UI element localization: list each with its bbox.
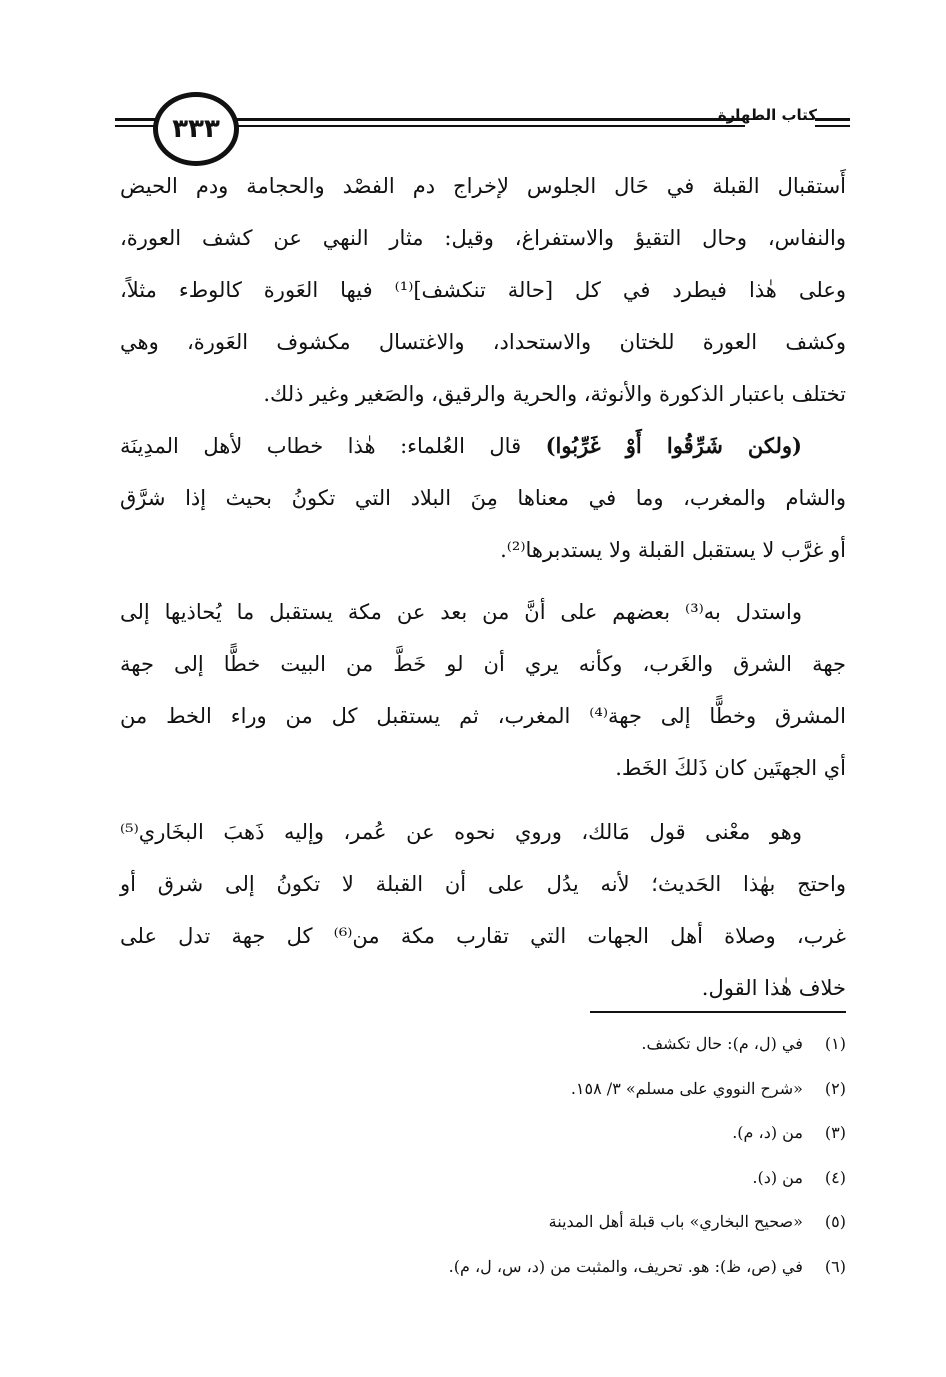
page-number: ٣٣٣ — [153, 92, 239, 166]
footnotes — [120, 1022, 846, 1289]
text-line: أي الجهتَين كان ذَلكَ الخَط. — [615, 756, 846, 780]
footnote-text: في (ص، ظ): هو. تحريف، والمثبت من (د، س، ل، م). — [448, 1256, 803, 1276]
text-segment: قال العُلماء: هٰذا خطاب لأهل المدِينَة — [120, 434, 546, 458]
paragraph — [120, 586, 846, 794]
footnote-number: (١) — [824, 1034, 846, 1053]
footnote — [120, 1156, 846, 1201]
footnote-text: «شرح النووي على مسلم» ٣/ ١٥٨. — [570, 1078, 803, 1098]
footnote — [120, 1200, 846, 1245]
footnote — [120, 1022, 846, 1067]
text-line: جهة الشرق والغَرب، وكأنه يري أن لو خَطَّ من البيت خطًّا إلى جهة — [120, 652, 846, 676]
footnote-number: (٥) — [824, 1212, 846, 1231]
text-line: وكشف العورة للختان والاستحداد، والاغتسال مكشوف العَورة، وهي — [120, 330, 846, 354]
text-line: واحتج بهٰذا الحَديث؛ لأنه يدُل على أن القبلة لا تكونُ إلى شرق أو — [120, 872, 846, 896]
header-rule — [220, 118, 745, 121]
footnote-number: (٦) — [824, 1256, 846, 1276]
footnote-number: (٤) — [824, 1167, 846, 1187]
footnote — [120, 1067, 846, 1112]
footnote-separator — [590, 1011, 846, 1013]
text-line: خلاف هٰذا القول. — [701, 976, 846, 1000]
header-rule — [815, 125, 850, 127]
text-line: المشرق وخطًّا إلى جهة⁽⁴⁾ المغرب، ثم يستقبل كل من وراء الخط من — [120, 704, 846, 728]
footnote — [120, 1111, 846, 1156]
quoted-hadith-phrase: (ولكن شَرِّقُوا أَوْ غَرِّبُوا) — [545, 433, 802, 458]
footnote — [120, 1245, 846, 1290]
text-line: تختلف باعتبار الذكورة والأنوثة، والحرية والرقيق، والصَغير وغير ذلك. — [263, 382, 846, 406]
footnote-text: في (ل، م): حال تكشف. — [641, 1034, 803, 1053]
paragraph — [120, 160, 846, 420]
footnote-text: «صحيح البخاري» باب قبلة أهل المدينة — [548, 1212, 803, 1231]
paragraph — [120, 420, 846, 576]
page-header — [115, 92, 850, 162]
text-line: أو غرَّب لا يستقبل القبلة ولا يستدبرها⁽²⁾. — [500, 538, 846, 562]
text-line: وعلى هٰذا فيطرد في كل [حالة تنكشف]⁽¹⁾ فيها العَورة كالوطء مثلاً، — [120, 278, 846, 302]
text-line: والشام والمغرب، وما في معناها مِنَ البلاد التي تكونُ بحيث إذا شرَّق — [120, 486, 846, 510]
text-line: واستدل به⁽³⁾ بعضهم على أنَّ من بعد عن مكة يستقبل ما يُحاذيها إلى — [120, 600, 802, 624]
footnote-number: (٣) — [824, 1123, 846, 1142]
text-line: غرب، وصلاة أهل الجهات التي تقارب مكة من⁽⁶⁾ كل جهة تدل على — [120, 924, 846, 948]
text-line: وهو معْنى قول مَالك، وروي نحوه عن عُمر، وإليه ذَهبَ البخَاري⁽⁵⁾ — [120, 820, 802, 844]
paragraph — [120, 806, 846, 1014]
footnote-text: من (د، م). — [732, 1123, 803, 1142]
text-line: والنفاس، وحال التقيؤ والاستفراغ، وقيل: مثار النهي عن كشف العورة، — [120, 226, 846, 250]
text-line: أَستقبال القبلة في حَال الجلوس لإخراج دم الفصْد والحجامة ودم الحيض — [120, 174, 846, 198]
footnote-text: من (د). — [752, 1167, 803, 1187]
main-text — [120, 160, 846, 1014]
running-title: كتاب الطهارة — [717, 106, 817, 124]
header-rule — [220, 125, 745, 127]
header-rule — [815, 118, 850, 121]
text-line — [120, 420, 846, 472]
footnote-number: (٢) — [824, 1078, 846, 1098]
